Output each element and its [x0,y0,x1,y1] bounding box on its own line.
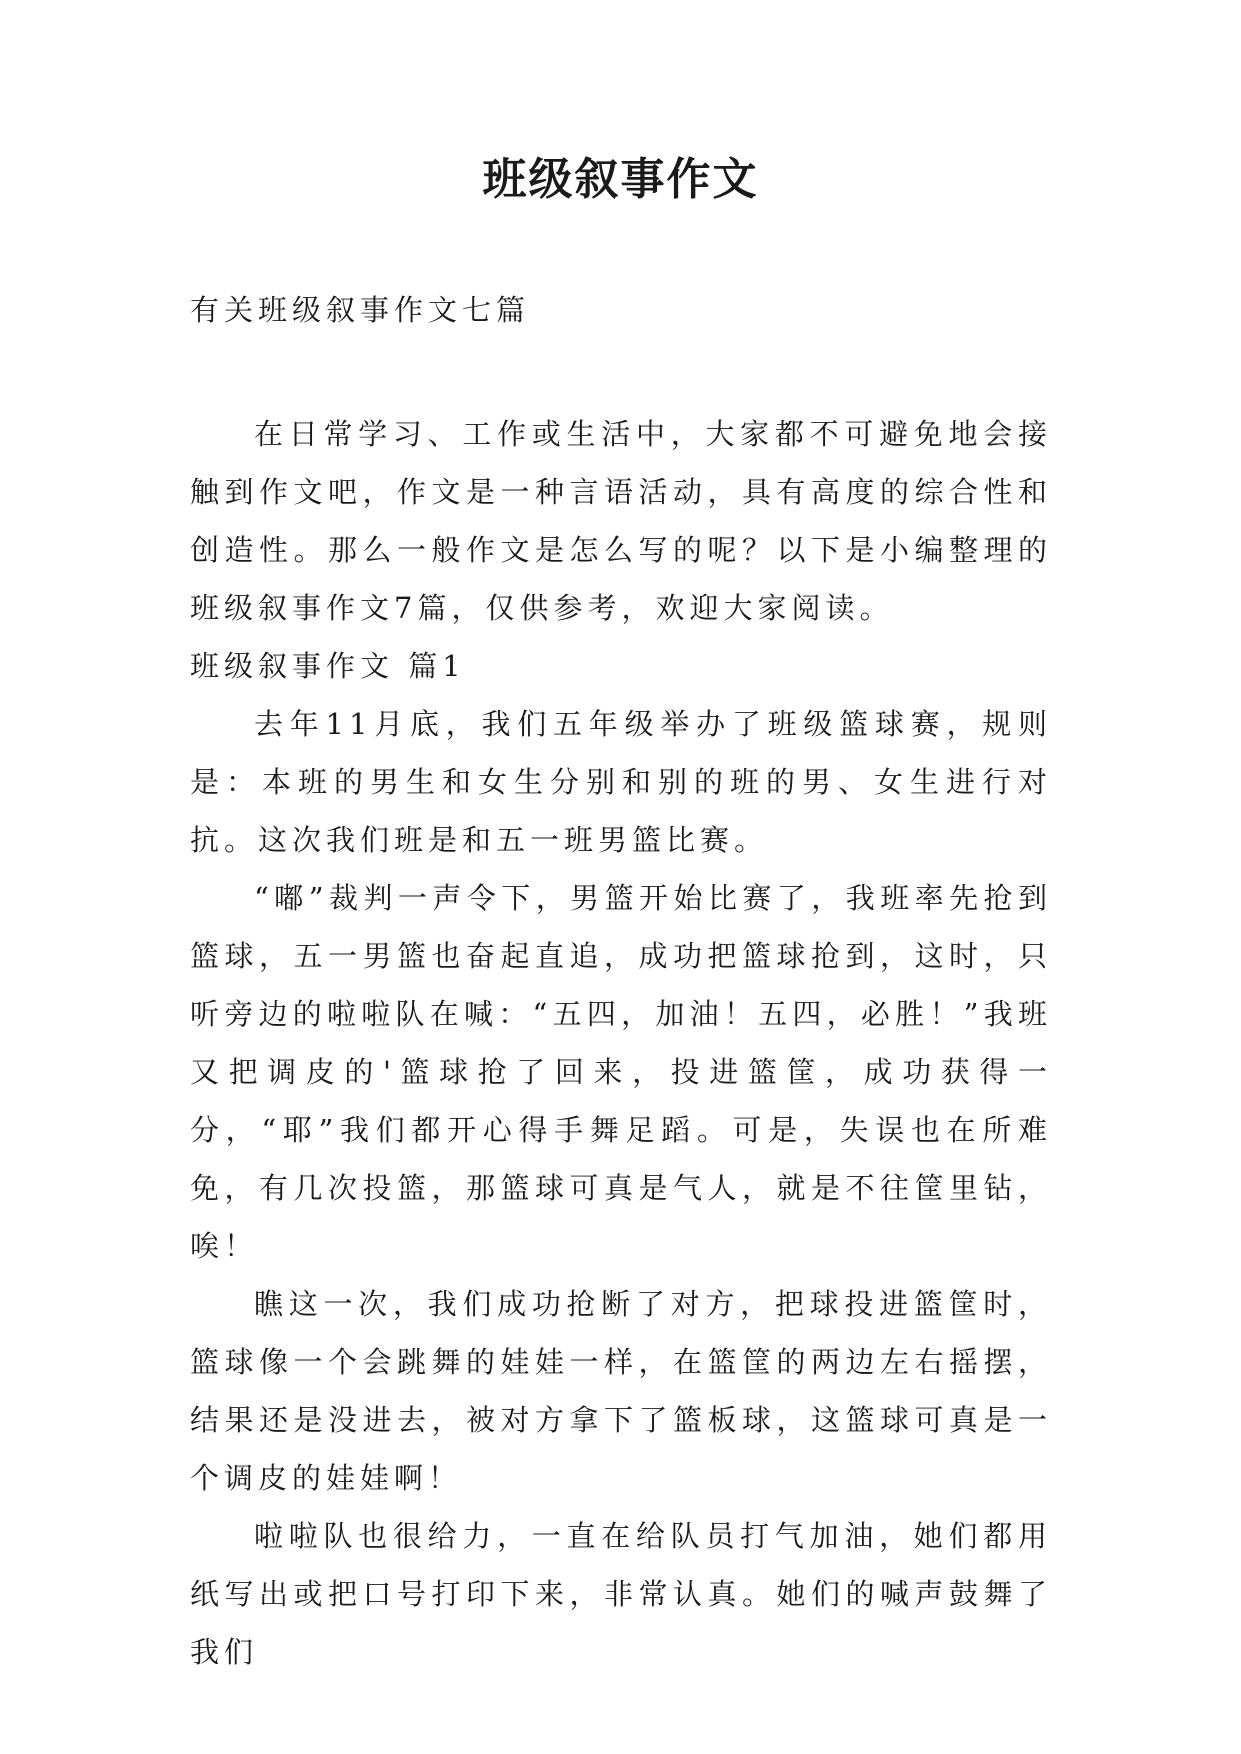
body-paragraph: 瞧这一次，我们成功抢断了对方，把球投进篮筐时，篮球像一个会跳舞的娃娃一样，在篮筐的两边左右摇摆，结果还是没进去，被对方拿下了篮板球，这篮球可真是一个调皮的娃娃啊！ [190,1287,1052,1495]
section-heading: 班级叙事作文 篇1 [190,649,466,683]
intro-paragraph: 在日常学习、工作或生活中，大家都不可避免地会接触到作文吧，作文是一种言语活动，具有高度的综合性和创造性。那么一般作文是怎么写的呢？以下是小编整理的班级叙事作文7篇，仅供参考，欢迎大家阅读。 [190,417,1052,625]
body-paragraph: “嘟”裁判一声令下，男篮开始比赛了，我班率先抢到篮球，五一男篮也奋起直追，成功把篮球抢到，这时，只听旁边的啦啦队在喊：“五四，加油！五四，必胜！”我班又把调皮的'篮球抢了回来，投进篮筐，成功获得一分，“耶”我们都开心得手舞足蹈。可是，失误也在所难免，有几次投篮，那篮球可真是气人，就是不往筐里钻，唉！ [190,881,1052,1263]
document-title: 班级叙事作文 [482,154,759,205]
body-paragraph: 去年11月底，我们五年级举办了班级篮球赛，规则是：本班的男生和女生分别和别的班的男、女生进行对抗。这次我们班是和五一班男篮比赛。 [190,707,1052,857]
document-subtitle: 有关班级叙事作文七篇 [190,293,531,327]
body-paragraph: 啦啦队也很给力，一直在给队员打气加油，她们都用纸写出或把口号打印下来，非常认真。她们的喊声鼓舞了我们 [190,1519,1052,1669]
document-body [190,405,1052,1681]
